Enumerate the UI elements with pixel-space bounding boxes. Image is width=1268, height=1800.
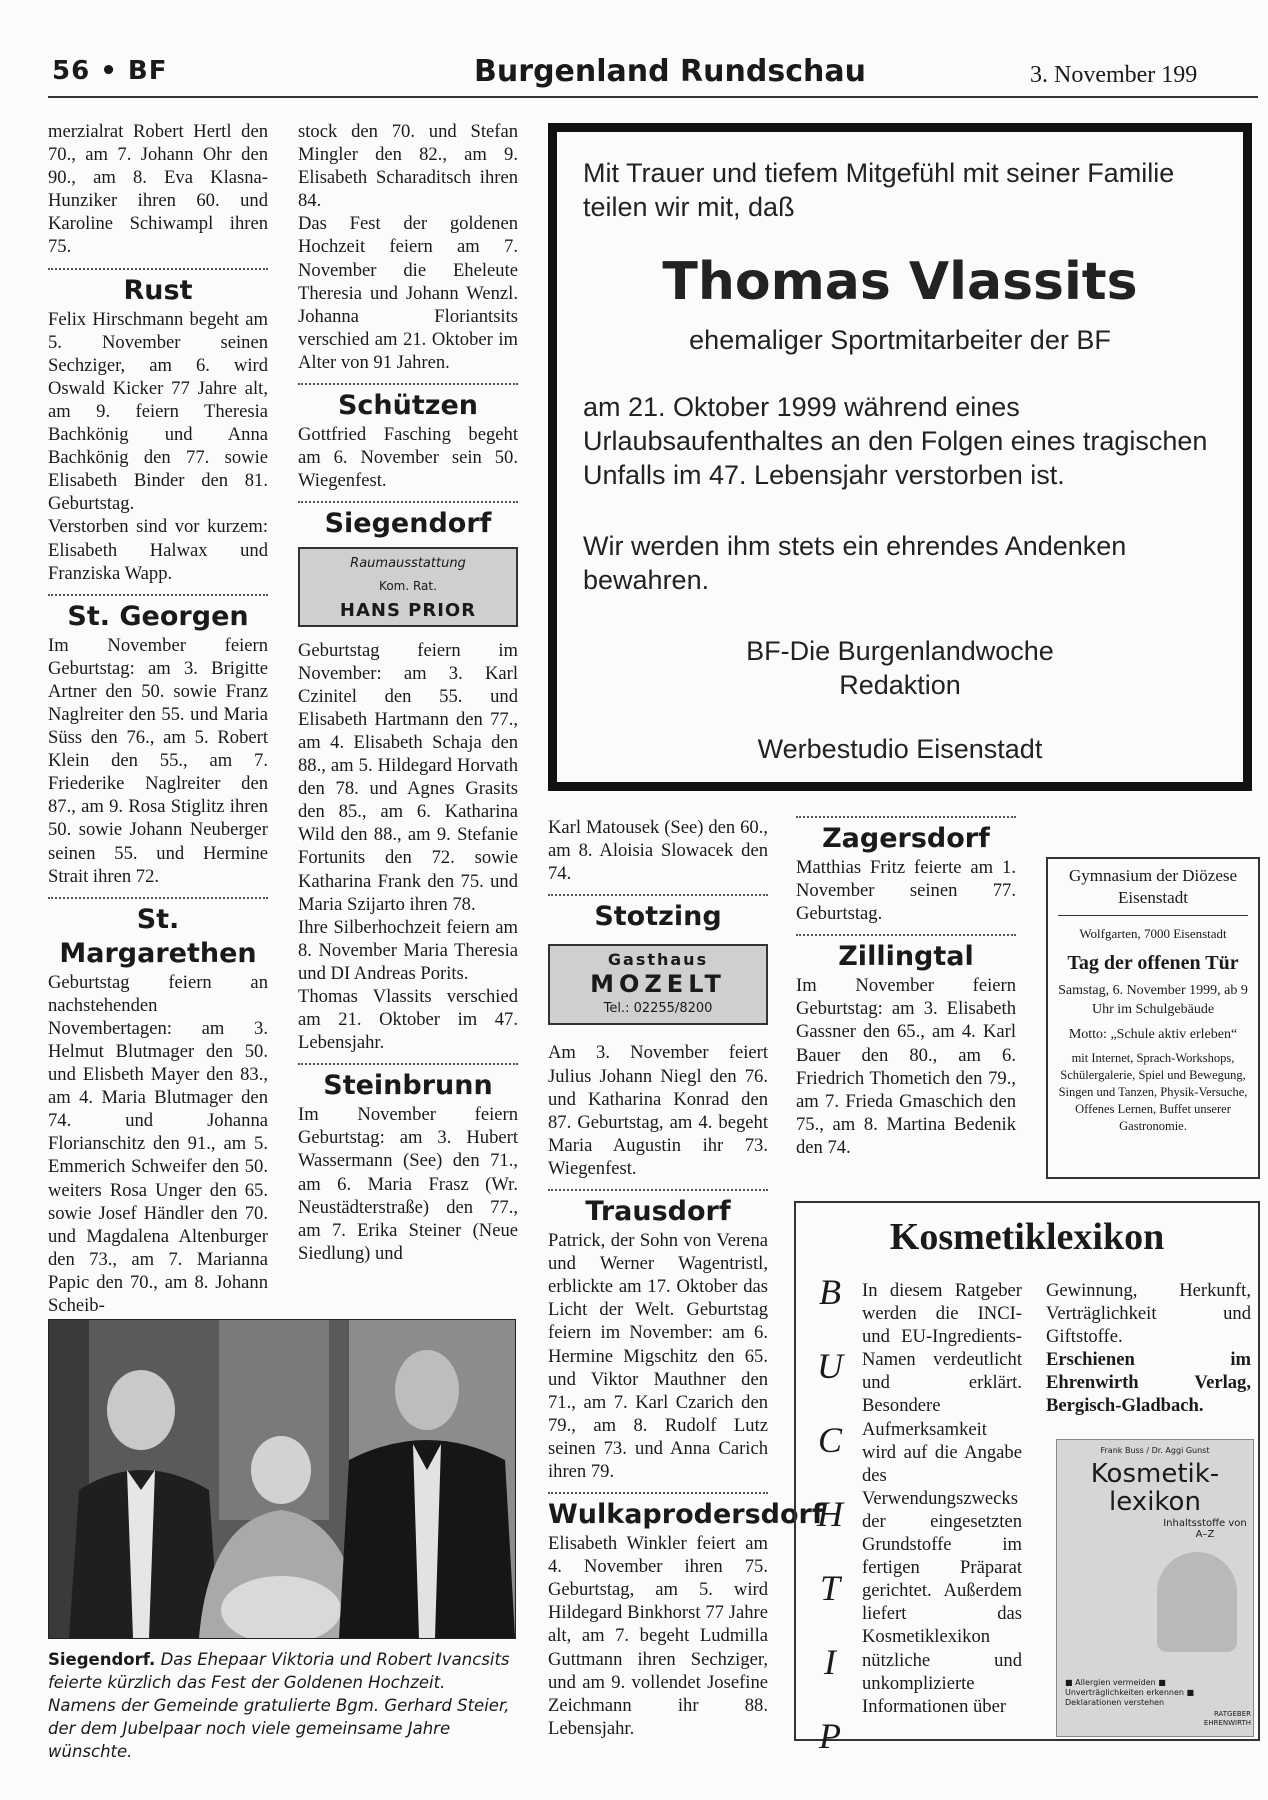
column-2 xyxy=(298,120,518,1265)
notice-role: ehemaliger Sportmitarbeiter der BF xyxy=(689,325,1111,355)
book-cover-portrait xyxy=(1157,1552,1237,1652)
divider xyxy=(1058,915,1248,916)
book-cover-bullets: ■ Allergien vermeiden ■ Unverträglichkeiten erkennen ■ Deklarationen verstehen xyxy=(1065,1678,1195,1707)
book-cover-title: Kosmetik-lexikon xyxy=(1090,1459,1220,1517)
divider xyxy=(548,1492,768,1494)
buchtip-letter: I xyxy=(824,1642,836,1682)
section-heading-zillingtal: Zillingtal xyxy=(838,941,974,973)
article-text: Verstorben sind vor kurzem: Elisabeth Halwax und Franziska Wapp. xyxy=(48,516,268,584)
page-number: 56 • BF xyxy=(52,56,168,86)
article-text: Im November feiern Geburtstag: am 3. Brigitte Artner den 50. sowie Franz Naglreiter den 55. und Maria Süss den 76., am 5. Robert Klein den 55., am 7. Friederike Naglreiter den 87., am 9. Rosa Stiglitz ihren 50. sowie Johann Neuberger seinen 55. und Hermine Strait ihren 72. xyxy=(48,634,268,887)
caption-text: Das Ehepaar Viktoria und Robert Ivancsits feierte kürzlich das Fest der Goldenen Hochzeit. Namens der Gemeinde gratulierte Bgm. Gerhard Steier, der dem Jubelpaar noch viele gemeinsame Jahre wünschte. xyxy=(48,1650,510,1761)
article-text: Am 3. November feiert Julius Johann Niegl den 76. und Katharina Konrad den 87. Geburtstag, am 4. begeht Maria Augustin ihr 73. Wiegenfest. xyxy=(548,1042,768,1179)
buchtip-vertical-label xyxy=(810,1255,850,1773)
article-text: Gottfried Fasching begeht am 6. November sein 50. Wiegenfest. xyxy=(298,424,518,492)
mourning-notice xyxy=(548,123,1252,791)
section-heading-wulkaprodersdorf: Wulkaprodersdorf xyxy=(548,1499,824,1531)
header-rule xyxy=(48,96,1258,98)
buchtip-letter: T xyxy=(819,1568,841,1608)
article-text: Thomas Vlassits verschied am 21. Oktober im 47. Lebensjahr. xyxy=(298,986,518,1054)
advert-line: Kom. Rat. xyxy=(379,579,437,594)
advert-line: Gasthaus xyxy=(607,950,709,970)
article-text: Im November feiern Geburtstag: am 3. Elisabeth Gassner den 65., am 4. Karl Bauer den 80., am 6. Friedrich Thometich den 79., am 7. Frieda Gmaschich den 75., am 8. Martina Bedenik den 74. xyxy=(796,975,1016,1158)
buchtip-letter: P xyxy=(819,1716,841,1756)
divider xyxy=(796,934,1016,936)
column-3 xyxy=(548,816,824,1740)
buchtip-letter: H xyxy=(817,1494,843,1534)
notice-signature xyxy=(557,634,1243,702)
notice-memory: Wir werden ihm stets ein ehrendes Andenken bewahren. xyxy=(583,531,1127,595)
divider xyxy=(796,816,1016,818)
column-1 xyxy=(48,120,268,1317)
book-publisher-note: Erschienen im Ehrenwirth Verlag, Bergisch-Gladbach. xyxy=(1046,1349,1251,1417)
article-text: Ihre Silberhochzeit feiern am 8. November Maria Theresia und DI Andreas Porits. xyxy=(298,916,518,984)
book-tip-box xyxy=(794,1201,1260,1756)
section-heading-zagersdorf: Zagersdorf xyxy=(822,823,990,854)
divider xyxy=(48,268,268,270)
gym-motto: Motto: „Schule aktiv erleben“ xyxy=(1068,1027,1238,1042)
advert-hans-prior xyxy=(298,547,518,626)
gymnasium-advert xyxy=(1046,857,1260,1179)
book-tip-title: Kosmetiklexikon xyxy=(889,1216,1165,1258)
advert-line: MOZELT xyxy=(590,970,726,999)
anniversary-photo xyxy=(48,1319,516,1639)
gym-event-title: Tag der offenen Tür xyxy=(1067,952,1239,974)
section-heading-rust: Rust xyxy=(123,274,193,306)
gym-event-date: Samstag, 6. November 1999, ab 9 Uhr im Schulgebäude xyxy=(1058,983,1248,1017)
advert-line: Tel.: 02255/8200 xyxy=(603,1001,713,1017)
notice-name: Thomas Vlassits xyxy=(662,252,1138,312)
buchtip-letter: C xyxy=(817,1420,842,1460)
section-heading-st-margarethen: St. Margarethen xyxy=(59,903,257,969)
divider xyxy=(548,894,768,896)
signature-line: BF-Die Burgenlandwoche xyxy=(746,636,1054,666)
article-text: Matthias Fritz feierte am 1. November seinen 77. Geburtstag. xyxy=(796,857,1016,925)
book-cover-subtitle: Inhaltsstoffe von A–Z xyxy=(1163,1518,1247,1540)
buchtip-letter: U xyxy=(817,1346,843,1386)
caption-place: Siegendorf. xyxy=(48,1650,156,1669)
article-text: Elisabeth Winkler feiert am 4. November ihren 75. Geburtstag, am 5. wird Hildegard Binkhorst 77 Jahre alt, am 7. begeht Ludmilla Guttmann ihren Sechziger, und am 9. vollendet Josefine Zeichmann ihr 88. Lebensjahr. xyxy=(548,1533,768,1739)
article-text: Das Fest der goldenen Hochzeit feiern am 7. November die Eheleute Theresia und Johann Wenzl. Johanna Floriantsits verschied am 21. Oktober im Alter von 91 Jahren. xyxy=(298,213,518,373)
buchtip-letter: B xyxy=(819,1272,841,1312)
divider xyxy=(48,897,268,899)
article-text: merzialrat Robert Hertl den 70., am 7. Johann Ohr den 90., am 8. Eva Klasna-Hunziker ihren 60. und Karoline Schiwampl ihren 75. xyxy=(48,121,268,258)
book-cover-publisher: RATGEBER EHRENWIRTH xyxy=(1203,1710,1251,1727)
divider xyxy=(298,383,518,385)
advert-line: Raumausstattung xyxy=(350,556,466,572)
article-text: Felix Hirschmann begeht am 5. November seinen Sechziger, am 6. wird Oswald Kicker 77 Jahre alt, am 9. feiern Theresia Bachkönig und Anna Bachkönig den 77. sowie Elisabeth Binder den 81. Geburtstag. xyxy=(48,308,268,515)
section-heading-stotzing: Stotzing xyxy=(594,901,722,933)
article-text: Geburtstag feiern an nachstehenden Novembertagen: am 3. Helmut Blutmager den 50. und Elisbeth Mayer den 83., am 4. Maria Blutmager den 74. und Johanna Florianschitz den 91., am 5. Emmerich Schweifer den 50. weiters Rosa Unger den 65. sowie Josef Händler den 70. und Magdalena Altenburger den 73., am 7. Marianna Papic den 70., am 8. Johann Scheib- xyxy=(48,971,268,1317)
notice-signature-studio: Werbestudio Eisenstadt xyxy=(757,734,1043,764)
book-cover-image xyxy=(1056,1439,1254,1737)
column-4 xyxy=(796,816,1016,1159)
gym-school-name: Gymnasium der Diözese Eisenstadt xyxy=(1068,866,1238,907)
photo-caption xyxy=(48,1648,514,1763)
section-heading-siegendorf: Siegendorf xyxy=(324,508,492,540)
article-text: Geburtstag feiern im November: am 3. Karl Czinitel den 55. und Elisabeth Hartmann den 77., am 4. Elisabeth Schaja den 88., am 5. Hildegard Horvath den 78. und Agnes Grasits den 85., am 6. Katharina Wild den 88., am 9. Stefanie Fortunits den 72. sowie Katharina Frank den 75. und Maria Szijarto ihren 78. xyxy=(298,639,518,915)
divider xyxy=(548,1189,768,1191)
divider xyxy=(298,1063,518,1065)
photo-illustration xyxy=(49,1320,515,1638)
issue-date: 3. November 199 xyxy=(1030,62,1198,88)
section-heading-trausdorf: Trausdorf xyxy=(585,1196,731,1228)
book-tip-text: In diesem Ratgeber werden die INCI- und EU-Ingredients-Namen verdeutlicht und erklärt. Besondere Aufmerksamkeit wird auf die Angabe des Verwendungszwecks der eingesetzten Grundstoffe im fertigen Präparat gerichtet. Außerdem liefert das Kosmetiklexikon nützliche und unkomplizierte Informationen über xyxy=(862,1280,1022,1717)
divider xyxy=(48,594,268,596)
newspaper-title: Burgenland Rundschau xyxy=(474,54,866,89)
advert-gasthaus-mozelt xyxy=(548,944,768,1025)
notice-body: am 21. Oktober 1999 während eines Urlaubsaufenthaltes an den Folgen eines tragischen Unfalls im 47. Lebensjahr verstorben ist. xyxy=(583,392,1208,490)
section-heading-schuetzen: Schützen xyxy=(337,390,479,422)
book-cover-author: Frank Buss / Dr. Aggi Gunst xyxy=(1100,1446,1210,1455)
article-text: Karl Matousek (See) den 60., am 8. Aloisia Slowacek den 74. xyxy=(548,817,768,885)
section-heading-steinbrunn: Steinbrunn xyxy=(323,1070,493,1102)
advert-line: HANS PRIOR xyxy=(339,599,477,621)
article-text: Im November feiern Geburtstag: am 3. Hubert Wassermann (See) den 71., am 6. Maria Frasz (Wr. Neustädterstraße) den 77., am 7. Erika Steiner (Neue Siedlung) und xyxy=(298,1104,518,1264)
signature-line: Redaktion xyxy=(839,670,961,700)
gym-program: mit Internet, Sprach-Workshops, Schülergalerie, Spiel und Bewegung, Singen und Tanzen, Physik-Versuche, Offenes Lernen, Buffet unserer Gastronomie. xyxy=(1058,1051,1248,1133)
article-text: stock den 70. und Stefan Mingler den 82., am 9. Elisabeth Scharaditsch ihren 84. xyxy=(298,121,518,212)
book-tip-text-2 xyxy=(1046,1279,1251,1418)
section-heading-st-georgen: St. Georgen xyxy=(67,600,249,632)
divider xyxy=(298,501,518,503)
notice-intro: Mit Trauer und tiefem Mitgefühl mit seiner Familie teilen wir mit, daß xyxy=(583,158,1175,222)
article-text: Patrick, der Sohn von Verena und Werner Wagentristl, erblickte am 17. Oktober das Licht der Welt. Geburtstag feiern im November: am 6. Hermine Migschitz den 65. und Viktor Mauthner den 71., am 7. Karl Czarich den 79., am 8. Rudolf Lutz seinen 73. und Anna Carich ihren 79. xyxy=(548,1230,768,1482)
book-tip-text: Gewinnung, Herkunft, Verträglichkeit und Giftstoffe. xyxy=(1046,1280,1251,1348)
gym-address: Wolfgarten, 7000 Eisenstadt xyxy=(1079,926,1227,941)
